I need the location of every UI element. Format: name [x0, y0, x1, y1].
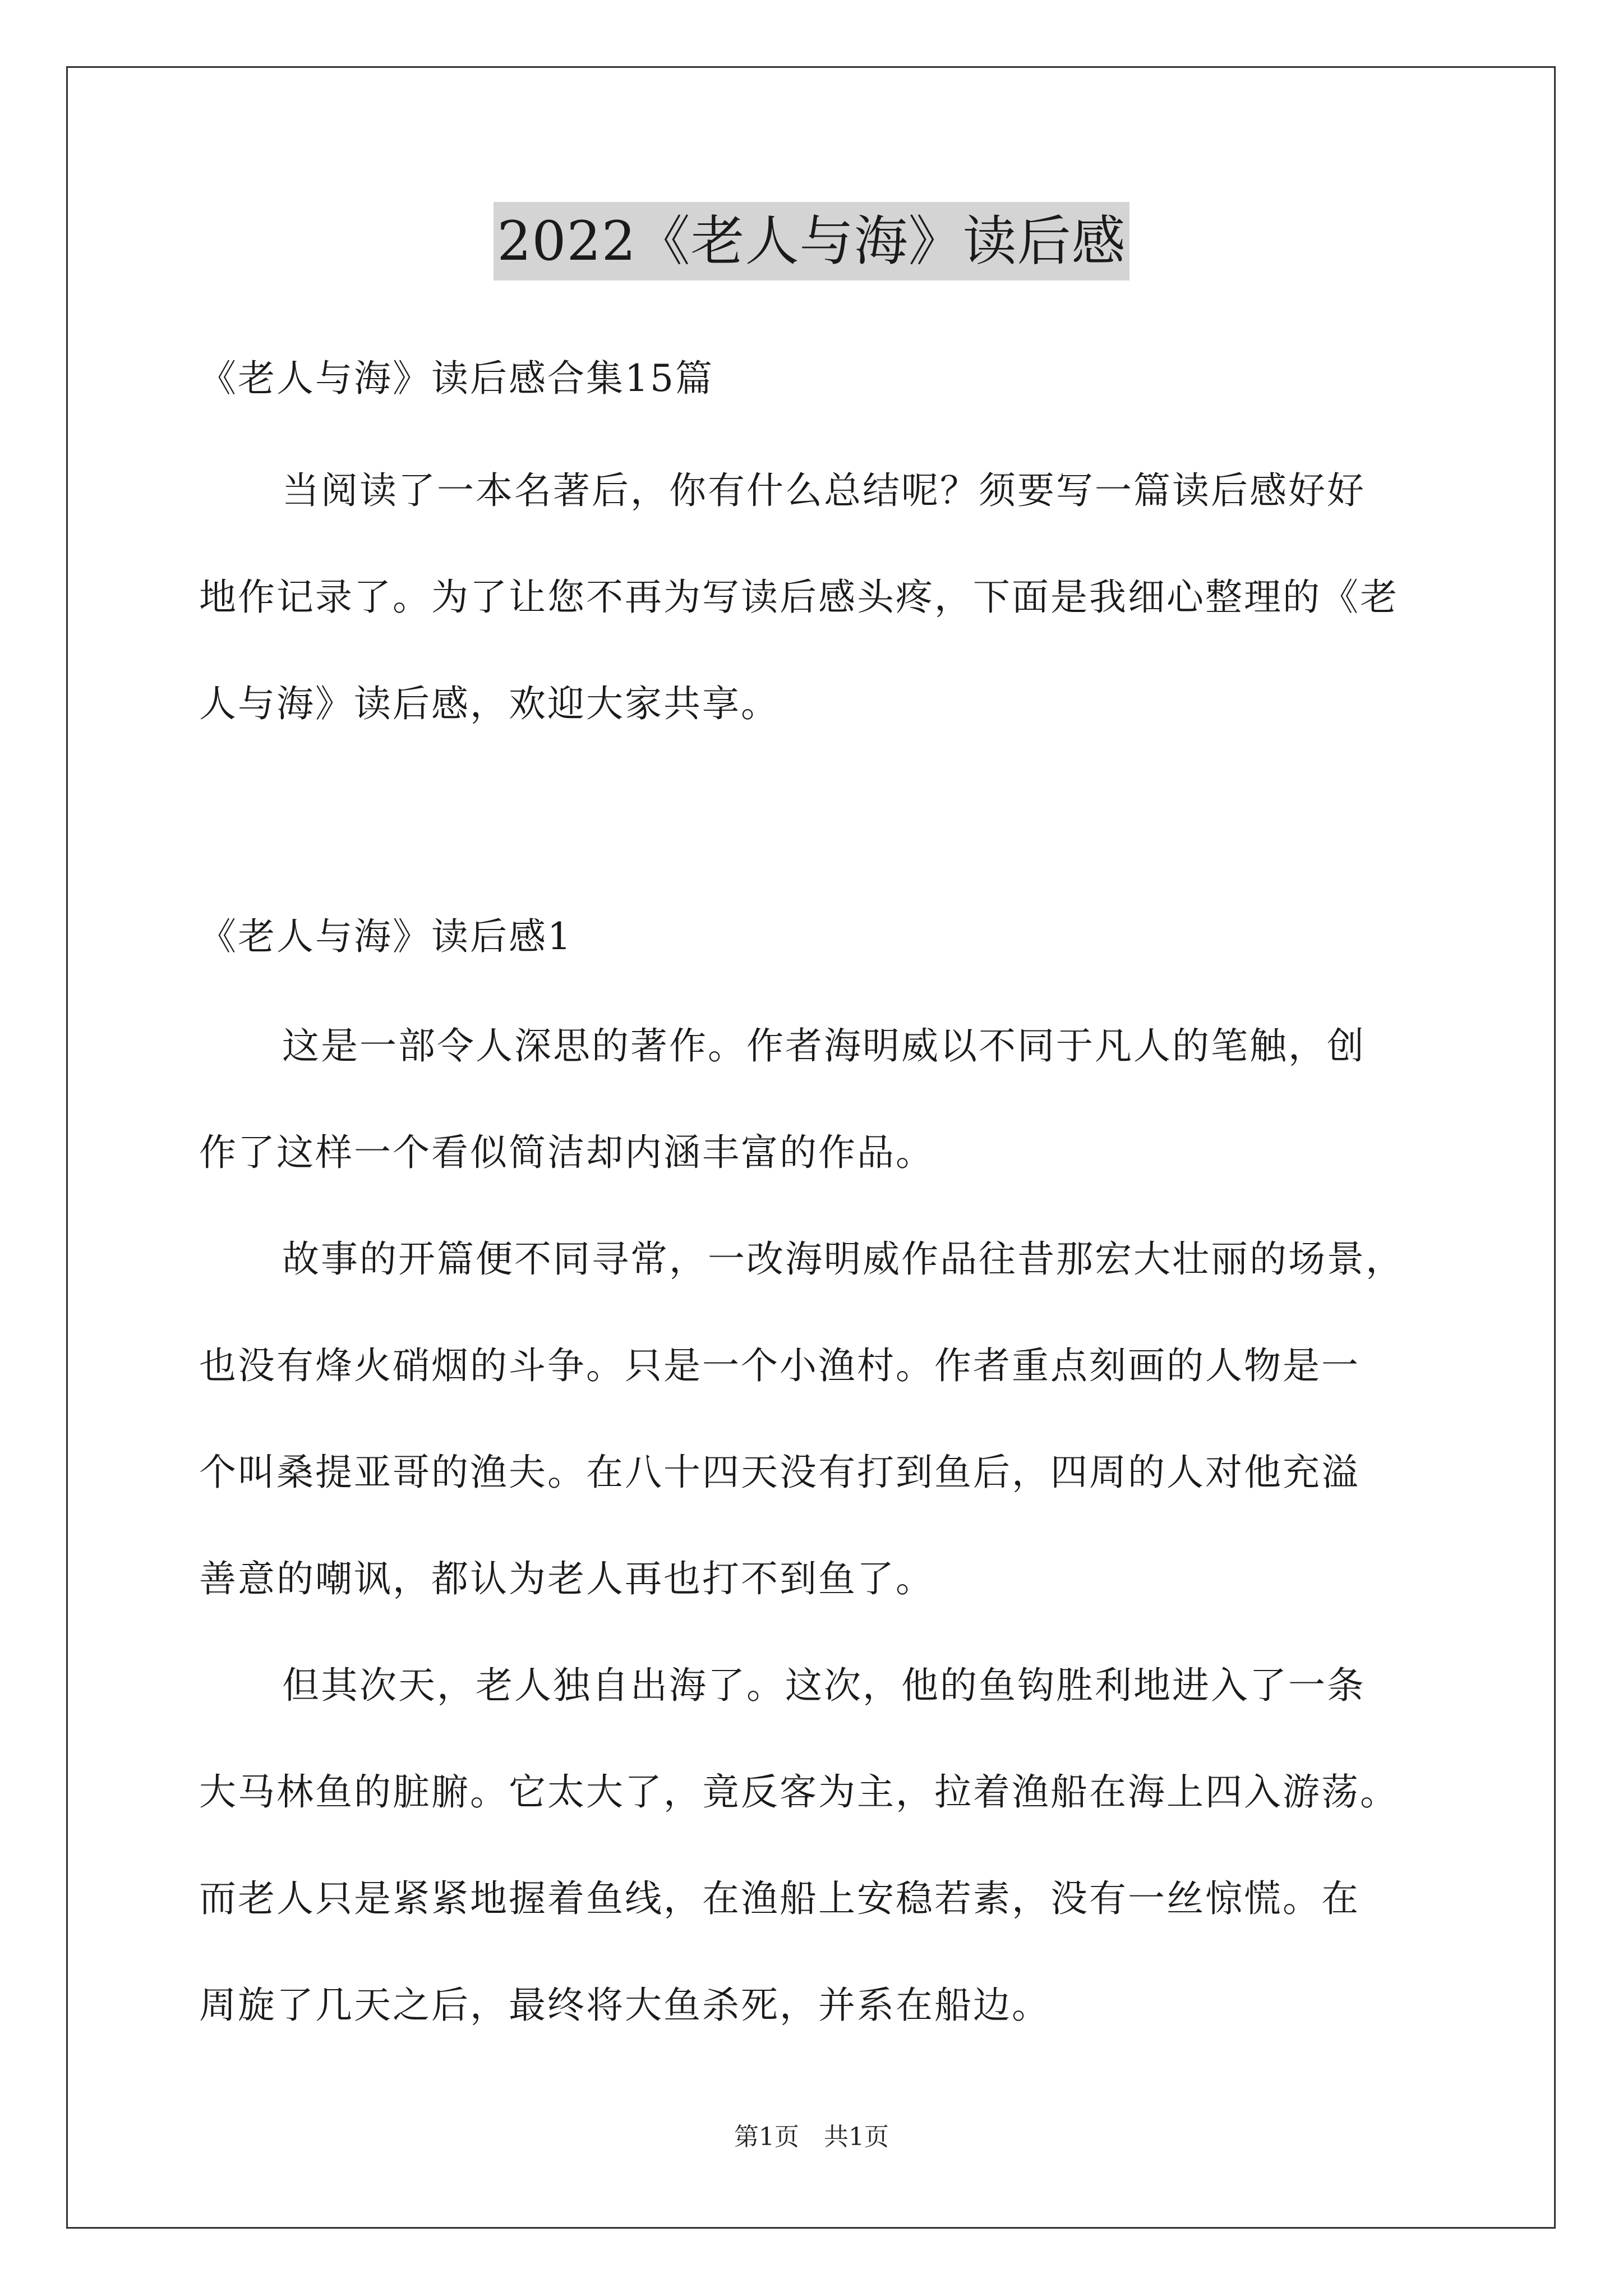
- paragraph-line: 个叫桑提亚哥的渔夫。在八十四天没有打到鱼后，四周的人对他充溢: [199, 1451, 1360, 1494]
- document-subtitle: 《老人与海》读后感合集15篇: [199, 357, 714, 400]
- paragraph-line: 故事的开篇便不同寻常，一改海明威作品往昔那宏大壮丽的场景，: [282, 1237, 1404, 1281]
- paragraph-line: 但其次天，老人独自出海了。这次，他的鱼钩胜利地进入了一条: [282, 1664, 1366, 1707]
- paragraph-line: 周旋了几天之后，最终将大鱼杀死，并系在船边。: [199, 1984, 1050, 2027]
- intro-line: 当阅读了一本名著后，你有什么总结呢？须要写一篇读后感好好: [282, 469, 1366, 512]
- body-paragraph: [199, 1632, 1433, 2059]
- paragraph-line: 善意的嘲讽，都认为老人再也打不到鱼了。: [199, 1557, 934, 1600]
- paragraph-line: 大马林鱼的脏腑。它太大了，竟反客为主，拉着渔船在海上四入游荡。: [199, 1770, 1399, 1814]
- title-container: [0, 202, 1623, 280]
- section-heading: 《老人与海》读后感1: [199, 915, 573, 958]
- body-paragraph: [199, 1206, 1433, 1632]
- document-title: 2022《老人与海》读后感: [494, 202, 1129, 280]
- body-paragraph: [199, 993, 1433, 1206]
- page-footer: 第1页 共1页: [734, 2123, 889, 2151]
- intro-line: 人与海》读后感，欢迎大家共享。: [199, 682, 780, 725]
- intro-paragraph: [199, 438, 1433, 757]
- paragraph-line: 作了这样一个看似简洁却内涵丰富的作品。: [199, 1131, 934, 1174]
- paragraph-line: 也没有烽火硝烟的斗争。只是一个小渔村。作者重点刻画的人物是一: [199, 1344, 1360, 1387]
- intro-line: 地作记录了。为了让您不再为写读后感头疼，下面是我细心整理的《老: [199, 576, 1399, 619]
- paragraph-line: 这是一部令人深思的著作。作者海明威以不同于凡人的笔触，创: [282, 1024, 1366, 1068]
- paragraph-line: 而老人只是紧紧地握着鱼线，在渔船上安稳若素，没有一丝惊慌。在: [199, 1877, 1360, 1920]
